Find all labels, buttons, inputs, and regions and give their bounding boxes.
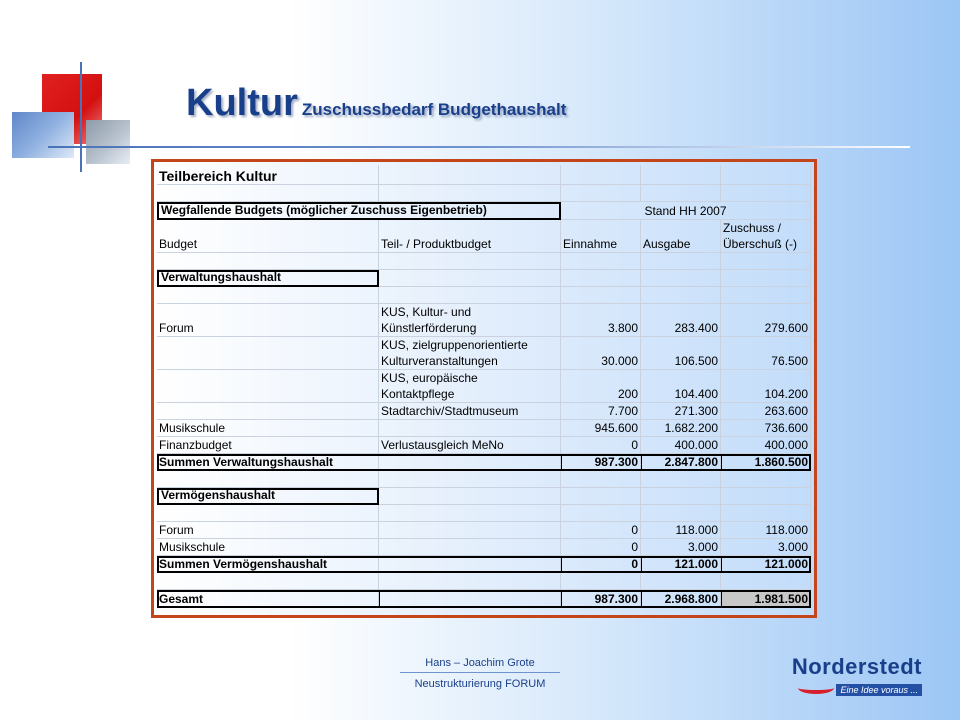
table-row: KUS, zielgruppenorientierte Kulturveranstaltungen 30.000 106.500 76.500: [157, 337, 811, 370]
sheet-grid: [157, 165, 811, 608]
table-row: Finanzbudget Verlustausgleich MeNo 0 400.000 400.000: [157, 437, 811, 454]
logo-claim: Eine Idee voraus ...: [836, 684, 922, 696]
header-row: [157, 220, 811, 253]
table-row: Musikschule 0 3.000 3.000: [157, 539, 811, 556]
footer-project: Neustrukturierung FORUM: [414, 678, 546, 690]
total-row: Gesamt 987.300 2.968.800 1.981.500: [157, 590, 811, 608]
footer-divider: [400, 672, 560, 673]
col-header-budget: Budget: [157, 220, 379, 253]
swoosh-icon: [798, 682, 834, 694]
logo-name: Norderstedt: [791, 654, 922, 679]
slide-title: [186, 82, 566, 125]
col-header-teil: Teil- / Produktbudget: [379, 220, 561, 253]
vmh-head-row: [157, 488, 811, 505]
table-row: Musikschule 945.600 1.682.200 736.600: [157, 420, 811, 437]
budget-spreadsheet: [151, 159, 817, 618]
table-row: Forum KUS, Kultur- und Künstlerförderung 3.800 283.400 279.600: [157, 304, 811, 337]
footer-author: Hans – Joachim Grote: [425, 657, 535, 669]
vh-sum-row: Summen Verwaltungshaushalt 987.300 2.847.800 1.860.500: [157, 454, 811, 471]
section-head-row: [157, 202, 811, 220]
empty-row: [157, 185, 811, 202]
col-header-einnahme: Einnahme: [561, 220, 641, 253]
section-head: Wegfallende Budgets (möglicher Zuschuss Eigenbetrieb): [157, 202, 561, 220]
title-underline: [48, 146, 910, 148]
norderstedt-logo: [791, 654, 928, 706]
table-row: Stadtarchiv/Stadtmuseum 7.700 271.300 263.600: [157, 403, 811, 420]
vh-head-row: [157, 270, 811, 287]
sheet-title: Teilbereich Kultur: [157, 165, 379, 185]
vmh-sum-row: Summen Vermögenshaushalt 0 121.000 121.000: [157, 556, 811, 573]
table-row: Forum 0 118.000 118.000: [157, 522, 811, 539]
blue-square-decoration: [12, 112, 74, 158]
vh-head: Verwaltungshaushalt: [157, 270, 379, 287]
title-main: Kultur: [186, 82, 298, 124]
col-header-zuschuss: Zuschuss / Überschuß (-): [721, 220, 811, 253]
vertical-line-decoration: [80, 62, 82, 172]
col-header-ausgabe: Ausgabe: [641, 220, 721, 253]
gray-square-decoration: [86, 120, 130, 164]
sheet-title-row: [157, 165, 811, 185]
title-sub: Zuschussbedarf Budgethaushalt: [301, 100, 567, 119]
table-row: KUS, europäische Kontaktpflege 200 104.400 104.200: [157, 370, 811, 403]
stand-label: Stand HH 2007: [561, 202, 811, 220]
vmh-head: Vermögenshaushalt: [157, 488, 379, 505]
